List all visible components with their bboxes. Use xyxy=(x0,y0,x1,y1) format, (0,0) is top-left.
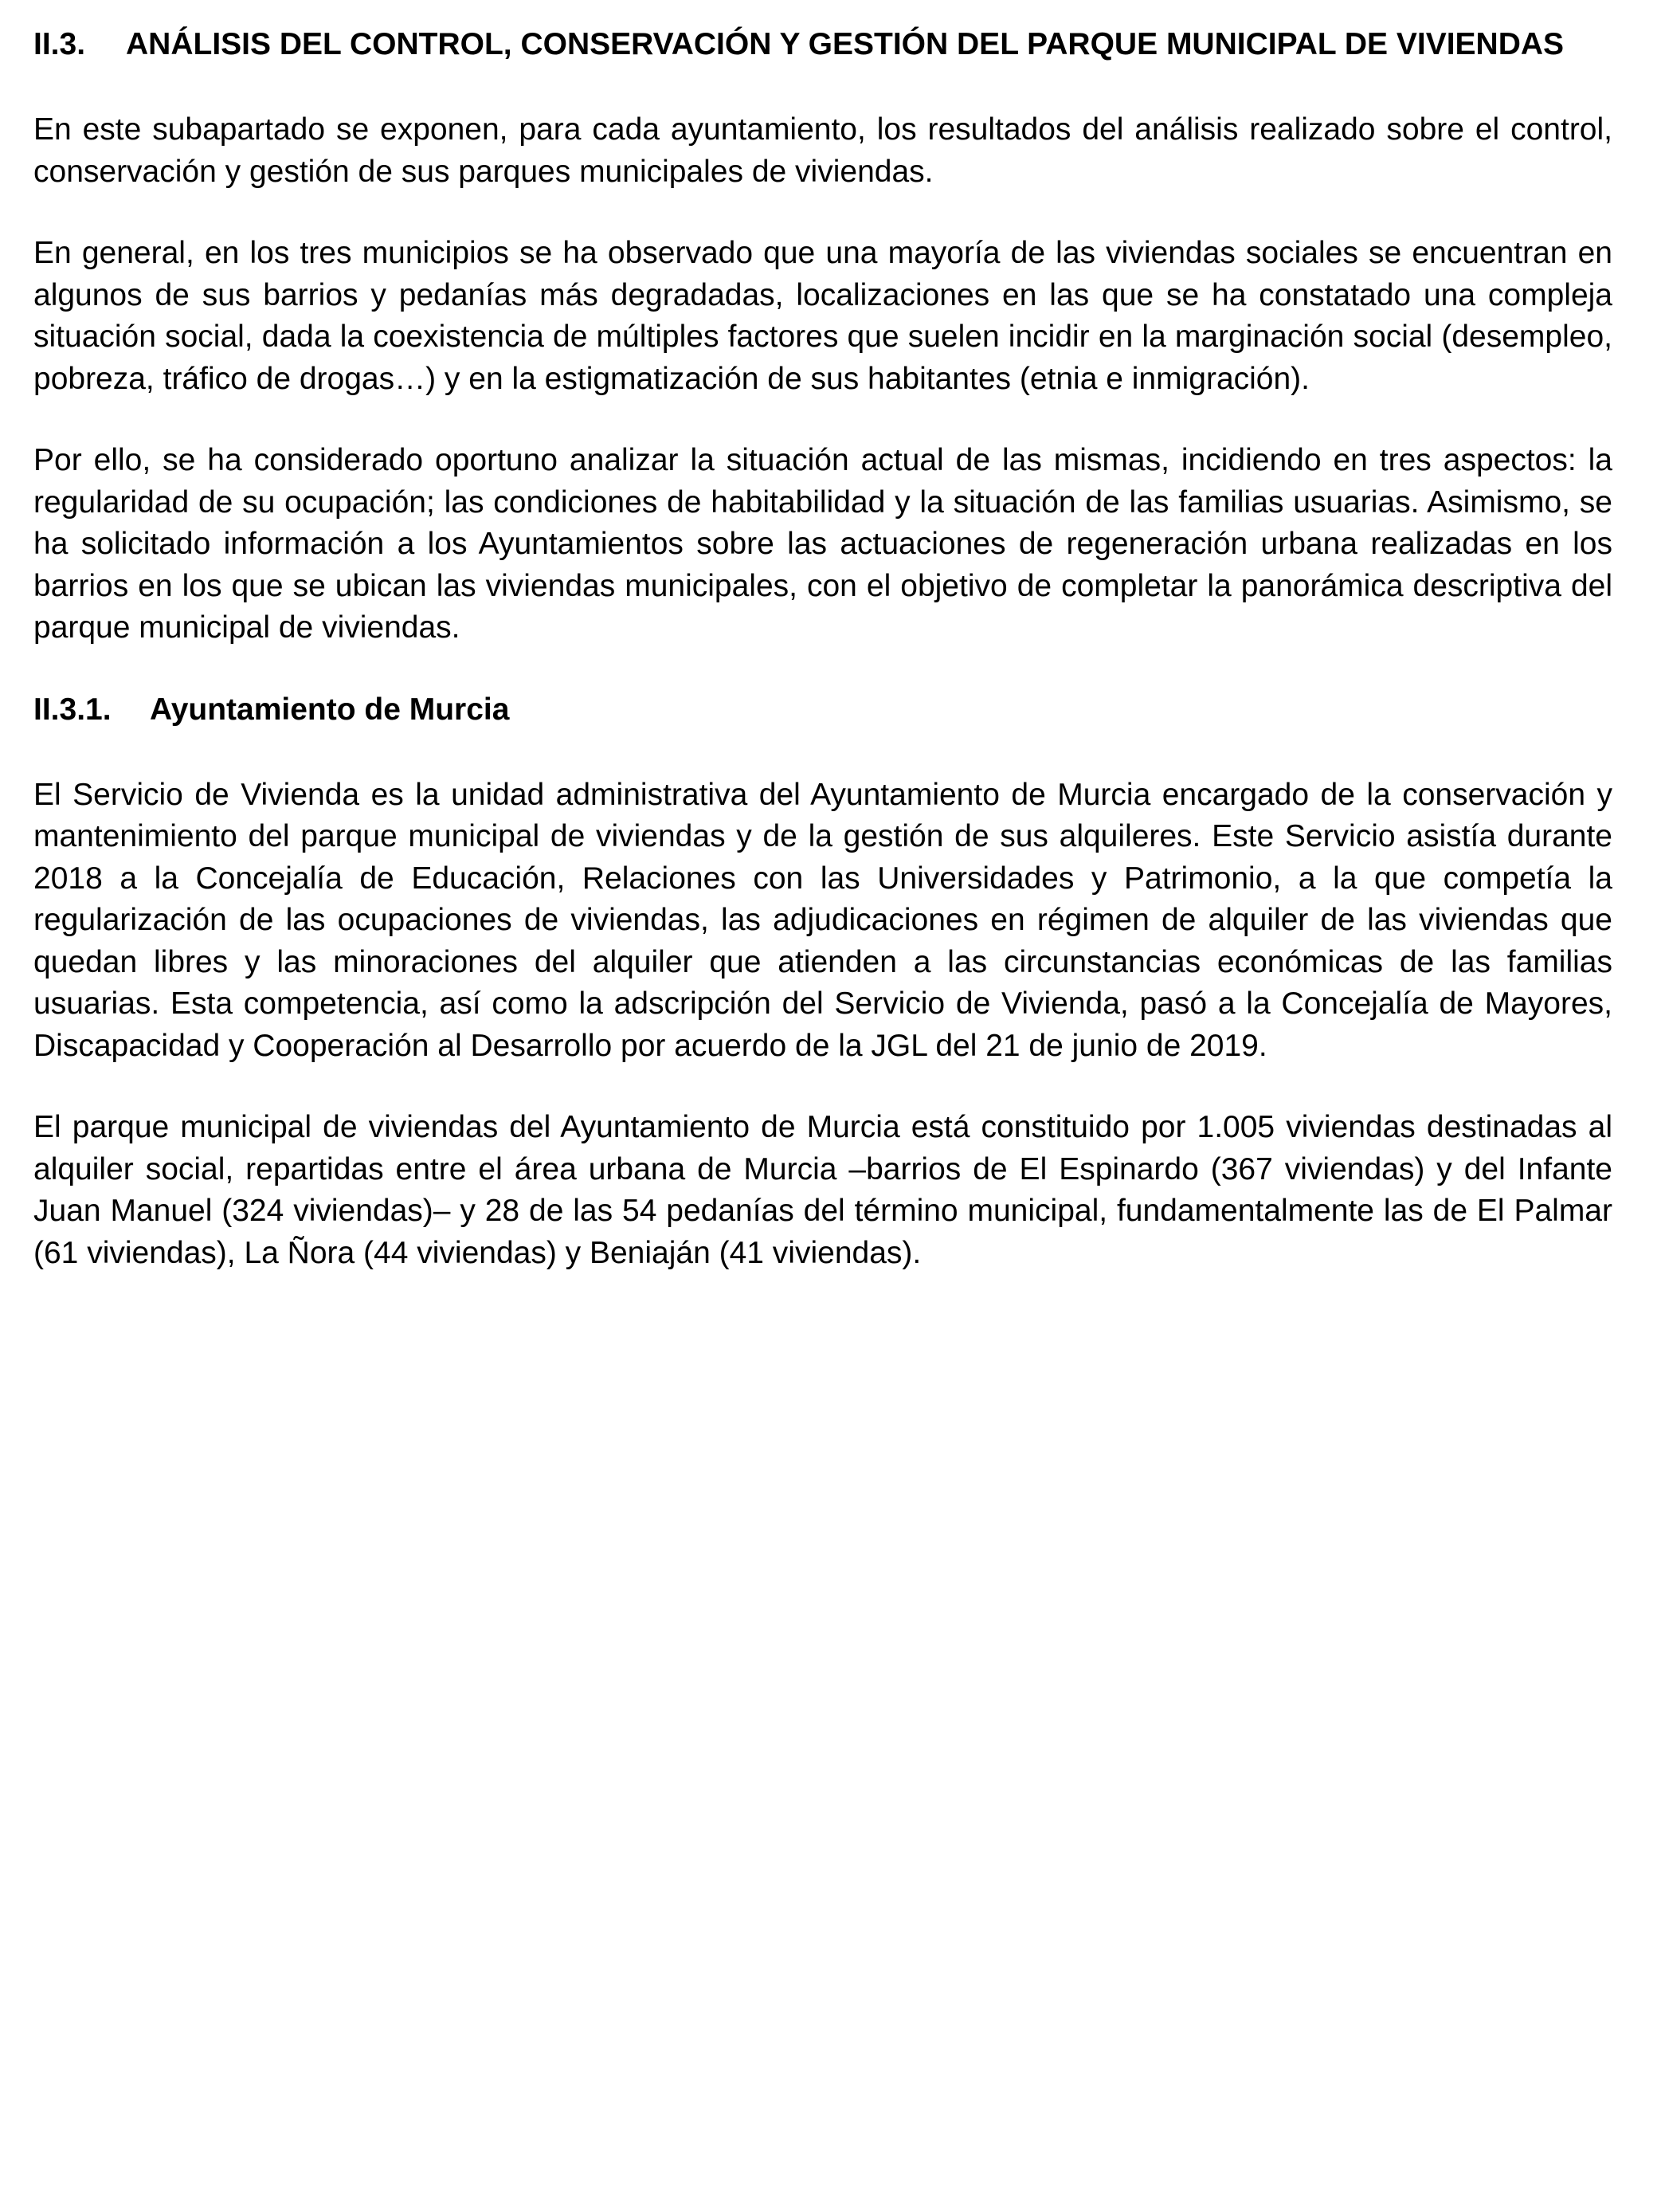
paragraph-intro: En este subapartado se exponen, para cada ayuntamiento, los resultados del análisis realizado sobre el control, conservación y gestión de sus parques municipales de viviendas. xyxy=(33,112,1612,189)
section-title: ANÁLISIS DEL CONTROL, CONSERVACIÓN Y GESTIÓN DEL PARQUE MUNICIPAL DE VIVIENDAS xyxy=(126,27,1565,61)
paragraph-servicio-vivienda: El Servicio de Vivienda es la unidad administrativa del Ayuntamiento de Murcia encargado de la conservación y mantenimiento del parque municipal de viviendas y de la gestión de sus alquileres. Este Servicio asistía durante 2018 a la Concejalía de Educación, Relaciones con las Universidades y Patrimonio, a la que competía la regularización de las ocupaciones de viviendas, las adjudicaciones en régimen de alquiler de las viviendas que quedan libres y las minoraciones del alquiler que atienden a las circunstancias económicas de las familias usuarias. Esta competencia, así como la adscripción del Servicio de Vivienda, pasó a la Concejalía de Mayores, Discapacidad y Cooperación al Desarrollo por acuerdo de la JGL del 21 de junio de 2019. xyxy=(33,777,1612,1063)
section-number: II.3. xyxy=(33,27,86,61)
section-heading xyxy=(33,24,1612,65)
paragraph-por-ello: Por ello, se ha considerado oportuno analizar la situación actual de las mismas, incidiendo en tres aspectos: la regularidad de su ocupación; las condiciones de habitabilidad y la situación de las familias usuarias. Asimismo, se ha solicitado información a los Ayuntamientos sobre las actuaciones de regeneración urbana realizadas en los barrios en los que se ubican las viviendas municipales, con el objetivo de completar la panorámica descriptiva del parque municipal de viviendas. xyxy=(33,443,1612,645)
subsection-heading xyxy=(33,689,1612,731)
subsection-number: II.3.1. xyxy=(33,692,112,727)
subsection-title: Ayuntamiento de Murcia xyxy=(150,692,510,727)
paragraph-parque-municipal: El parque municipal de viviendas del Ayuntamiento de Murcia está constituido por 1.005 viviendas destinadas al alquiler social, repartidas entre el área urbana de Murcia –barrios de El Espinardo (367 viviendas) y del Infante Juan Manuel (324 viviendas)– y 28 de las 54 pedanías del término municipal, fundamentalmente las de El Palmar (61 viviendas), La Ñora (44 viviendas) y Beniaján (41 viviendas). xyxy=(33,1110,1612,1270)
document-page xyxy=(33,24,1612,1274)
paragraph-general: En general, en los tres municipios se ha observado que una mayoría de las viviendas sociales se encuentran en algunos de sus barrios y pedanías más degradadas, localizaciones en las que se ha constatado una compleja situación social, dada la coexistencia de múltiples factores que suelen incidir en la marginación social (desempleo, pobreza, tráfico de drogas…) y en la estigmatización de sus habitantes (etnia e inmigración). xyxy=(33,236,1612,396)
